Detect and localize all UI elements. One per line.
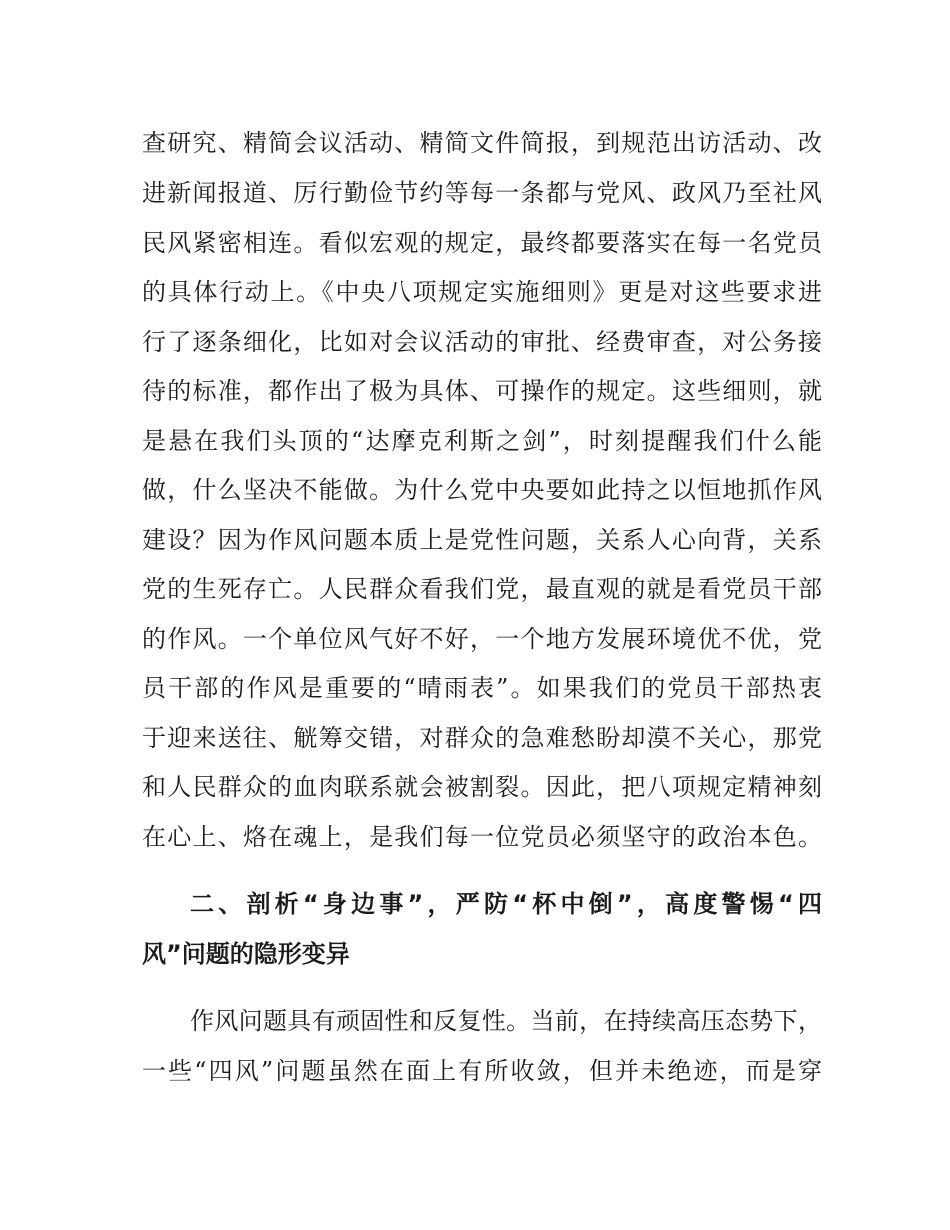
text-line: 民风紧密相连。看似宏观的规定，最终都要落实在每一名党员 (142, 229, 822, 257)
text-line: 进新闻报道、厉行勤俭节约等每一条都与党风、政风乃至社风 (142, 179, 822, 207)
text-line: 和人民群众的血肉联系就会被割裂。因此，把八项规定精神刻 (142, 773, 822, 801)
text-line: 查研究、精简会议活动、精简文件简报，到规范出访活动、改 (142, 129, 822, 157)
text-line: 一些“四风”问题虽然在面上有所收敛，但并未绝迹，而是穿 (142, 1057, 822, 1085)
text-line: 待的标准，都作出了极为具体、可操作的规定。这些细则，就 (142, 377, 822, 405)
text-line: 在心上、烙在魂上，是我们每一位党员必须坚守的政治本色。 (142, 823, 822, 851)
text-line: 的作风。一个单位风气好不好，一个地方发展环境优不优，党 (142, 625, 822, 653)
text-line: 做，什么坚决不能做。为什么党中央要如此持之以恒地抓作风 (142, 476, 822, 504)
text-line: 建设？因为作风问题本质上是党性问题，关系人心向背，关系 (142, 526, 822, 554)
text-line: 员干部的作风是重要的“晴雨表”。如果我们的党员干部热衷 (142, 674, 822, 702)
text-line: 的具体行动上。《中央八项规定实施细则》更是对这些要求进 (142, 278, 822, 306)
text-line: 党的生死存亡。人民群众看我们党，最直观的就是看党员干部 (142, 575, 822, 603)
heading-line: 风”问题的隐形变异 (142, 940, 350, 968)
text-line: 于迎来送往、觥筹交错，对群众的急难愁盼却漠不关心，那党 (142, 724, 822, 752)
text-line: 作风问题具有顽固性和反复性。当前，在持续高压态势下， (190, 1007, 822, 1035)
text-line: 行了逐条细化，比如对会议活动的审批、经费审查，对公务接 (142, 328, 822, 356)
text-line: 是悬在我们头顶的“达摩克利斯之剑”，时刻提醒我们什么能 (142, 427, 822, 455)
heading-line: 二、剖析“身边事”，严防“杯中倒”，高度警惕“四 (190, 890, 822, 918)
